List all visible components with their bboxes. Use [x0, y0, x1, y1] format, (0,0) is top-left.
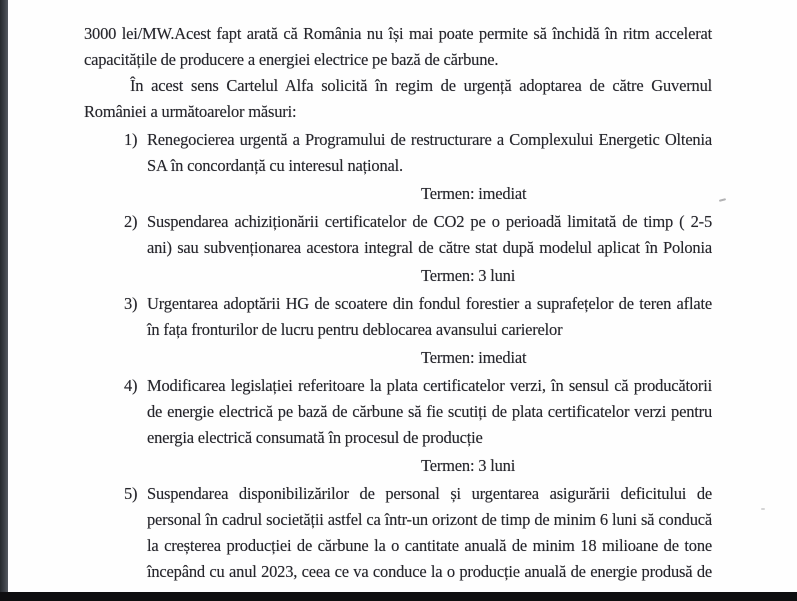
- measure-item-5: [84, 481, 712, 585]
- measure-body: [147, 481, 712, 585]
- measure-line: energia electrică consumată în procesul de producție: [147, 428, 483, 447]
- measure-line: Modificarea legislației referitoare la plata certificatelor verzi, în sensul că producătorii: [147, 376, 712, 395]
- intro-line: capacitățile de producere a energiei electrice pe bază de cărbune.: [84, 50, 499, 69]
- measure-line: Renegocierea urgentă a Programului de restructurare a Complexului Energetic Oltenia: [147, 130, 712, 149]
- measure-line: Suspendarea achiziționării certificatelor de CO2 pe o perioadă limitată de timp ( 2-5: [147, 212, 712, 231]
- measure-line: Suspendarea disponibilizărilor de personal și urgentarea asigurării deficitului de: [147, 484, 712, 503]
- measure-body: [147, 373, 712, 451]
- measure-line: SA în concordanță cu interesul național.: [147, 156, 403, 175]
- measure-body: [147, 127, 712, 179]
- measure-item-1: [84, 127, 712, 179]
- measure-line: personal în cadrul societății astfel ca într-un orizont de timp de minim 6 luni să conducă: [147, 510, 712, 529]
- measure-line: Urgentarea adoptării HG de scoatere din fondul forestier a suprafețelor de teren aflate: [147, 294, 712, 313]
- scan-speck: [719, 198, 726, 202]
- deadline-line: Termen: imediat: [421, 184, 527, 203]
- measure-number: 3): [124, 294, 138, 313]
- scan-bottom-edge: [0, 592, 797, 601]
- measure-item-3: [84, 291, 712, 343]
- intro-line: 3000 lei/MW.Acest fapt arată că România nu își mai poate permite să închidă în ritm accelerat: [84, 24, 712, 43]
- measure-line: de energie electrică pe bază de cărbune să fie scutiți de plata certificatelor verzi pentru: [147, 402, 712, 421]
- measure-number: 2): [124, 212, 138, 231]
- measure-number: 1): [124, 130, 138, 149]
- scan-speck: [761, 508, 765, 510]
- deadline-line: Termen: 3 luni: [421, 456, 516, 475]
- measure-line: ani) sau subvenționarea acestora integral de către stat după modelul aplicat în Polonia: [147, 238, 712, 257]
- measure-body: [147, 209, 712, 261]
- scan-left-edge: [0, 0, 8, 601]
- request-line: În acest sens Cartelul Alfa solicită în regim de urgență adoptarea de către Guvernul: [130, 76, 712, 95]
- measure-number: 4): [124, 376, 138, 395]
- measure-number: 5): [124, 484, 138, 503]
- measure-body: [147, 291, 712, 343]
- deadline-line: Termen: imediat: [421, 348, 527, 367]
- request-line: României a următoarelor măsuri:: [84, 102, 297, 121]
- measure-line: la creșterea producției de cărbune la o cantitate anuală de minim 18 milioane de tone: [147, 536, 712, 555]
- measure-line: începând cu anul 2023, ceea ce va conduce la o producție anuală de energie produsă de: [147, 562, 712, 581]
- deadline-line: Termen: 3 luni: [421, 266, 516, 285]
- measure-item-4: [84, 373, 712, 451]
- measure-line: în fața fronturilor de lucru pentru deblocarea avansului carierelor: [147, 320, 563, 339]
- measure-item-2: [84, 209, 712, 261]
- document-content: [84, 0, 712, 585]
